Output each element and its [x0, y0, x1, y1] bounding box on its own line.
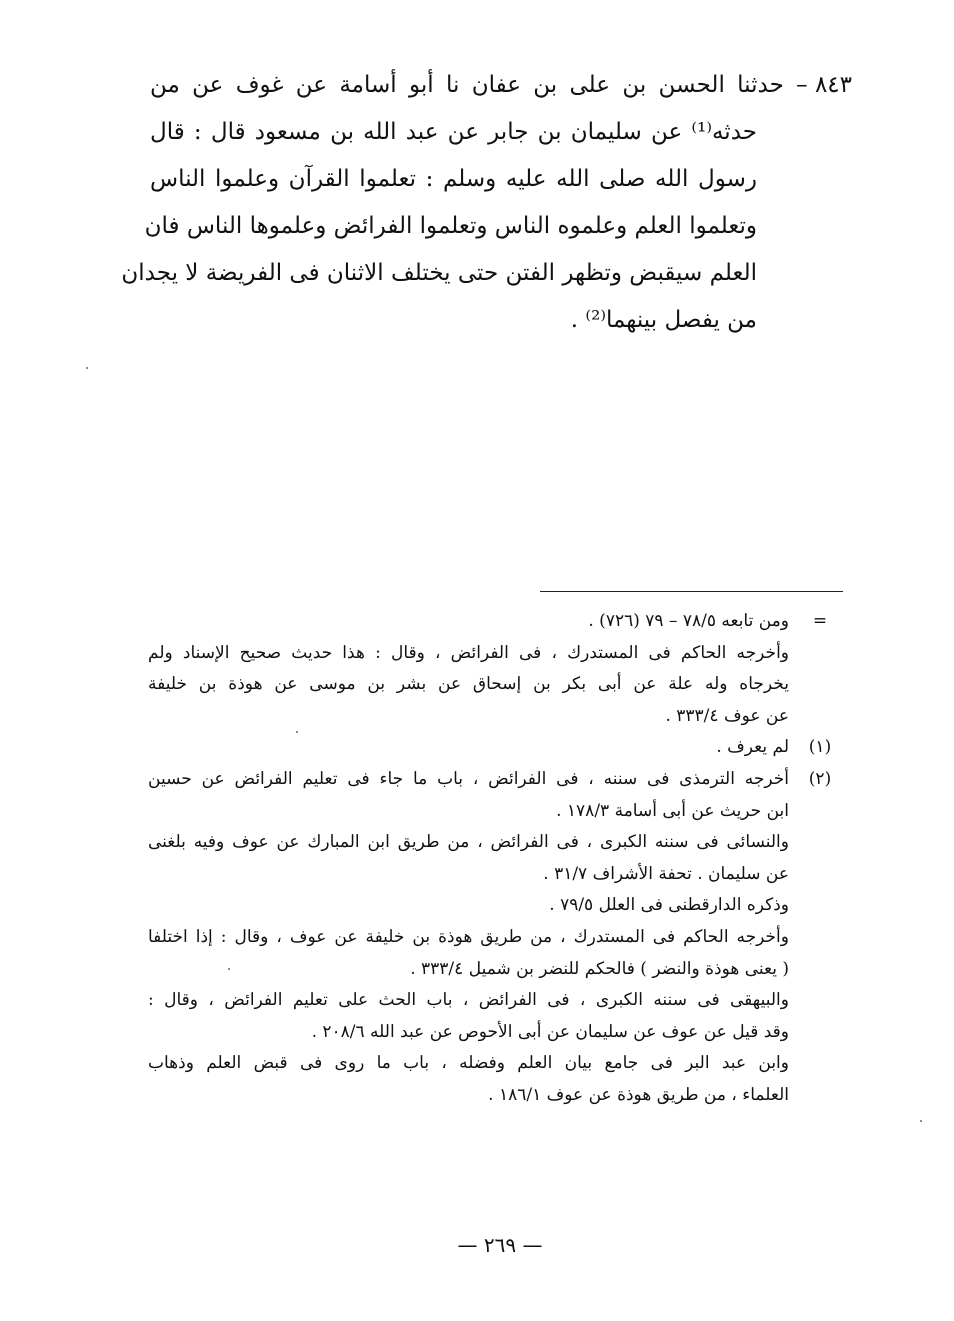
- footnote-line: ومن تابعه ٧٨/٥ – ٧٩ (٧٢٦) .: [588, 611, 789, 631]
- footnote-line: ( يعنى هوذة والنضر ) فالحكم للنضر بن شميل ٣٣٣/٤ .: [410, 958, 789, 979]
- footnote-line: أخرجه الترمذى فى سننه ، فى الفرائض ، باب ما جاء فى تعليم الفرائض عن حسين: [148, 768, 789, 789]
- scan-speck: [920, 1120, 922, 1122]
- hadith-line: وتعلموا العلم وعلموه الناس وتعلموا الفرائض وعلموها الناس فان: [144, 213, 757, 239]
- hadith-line: رسول الله صلى الله عليه وسلم : تعلموا القرآن وعلموا الناس: [150, 166, 757, 192]
- footnote-line: والنسائى فى سننه الكبرى ، فى الفرائض ، من طريق ابن المبارك عن عوف وفيه بلغنى: [148, 832, 789, 853]
- footnote-line: وذكره الدارقطنى فى العلل ٧٩/٥ .: [549, 895, 789, 916]
- scan-speck: [228, 968, 230, 970]
- hadith-line: ٨٤٣ – حدثنا الحسن بن على بن عفان نا أبو أسامة عن غوف عن من: [150, 62, 852, 109]
- scan-speck: [296, 731, 298, 733]
- footnote-line: العلماء ، من طريق هوذة عن عوف ١٨٦/١ .: [488, 1084, 789, 1105]
- continuation-mark: =: [812, 611, 828, 631]
- hadith-line: حدثه⁽¹⁾ عن سليمان بن جابر عن عبد الله بن مسعود قال : قال: [150, 119, 757, 145]
- footnote-continuation: [148, 606, 844, 732]
- footnote-line: ابن حريث عن أبى أسامة ١٧٨/٣ .: [556, 800, 789, 821]
- footnotes: [148, 606, 844, 1112]
- page-number: — ٢٦٩ —: [457, 1233, 543, 1257]
- scan-speck: [86, 367, 88, 369]
- footnote-line: وابن عبد البر فى جامع بيان العلم وفضله ، باب ما روى فى قبض العلم وذهاب: [148, 1053, 789, 1074]
- footnote-2-marker: (٢): [808, 768, 832, 789]
- footnote-line: وأخرجه الحاكم فى المستدرك ، من طريق هوذة بن خليفة عن عوف ، وقال : إذا اختلفا: [148, 926, 789, 947]
- footnote-line: والبيهقى فى سننه الكبرى ، فى الفرائض ، باب الحث على تعليم الفرائض ، وقال :: [148, 990, 789, 1011]
- footnote-line: لم يعرف .: [716, 737, 789, 758]
- footnote-line: عن سليمان . تحفة الأشراف ٣١/٧ .: [543, 863, 789, 884]
- footnote-line: وقد قيل عن عوف عن سليمان عن أبى الأحوص عن عبد الله ٢٠٨/٦ .: [311, 1021, 789, 1042]
- footnote-1-marker: (١): [808, 737, 832, 758]
- footnote-line: وأخرجه الحاكم فى المستدرك ، فى الفرائض ، وقال : هذا حديث صحيح الإسناد ولم: [148, 642, 789, 663]
- footnote-2: [148, 764, 844, 1112]
- footnote-line: يخرجاه وله علة عن أبى بكر بن إسحاق عن بشر بن موسى عن هوذة بن خليفة: [148, 674, 789, 695]
- hadith-text: [121, 62, 852, 344]
- footnote-separator: [540, 591, 843, 592]
- hadith-line: العلم سيقبض وتظهر الفتن حتى يختلف الاثنان فى الفريضة لا يجدان: [121, 260, 757, 286]
- hadith-number: ٨٤٣ –: [796, 72, 852, 98]
- footnote-line: عن عوف ٣٣٣/٤ .: [665, 705, 789, 726]
- footnote-1: [148, 732, 844, 764]
- hadith-line: من يفصل بينهما⁽²⁾ .: [570, 307, 757, 333]
